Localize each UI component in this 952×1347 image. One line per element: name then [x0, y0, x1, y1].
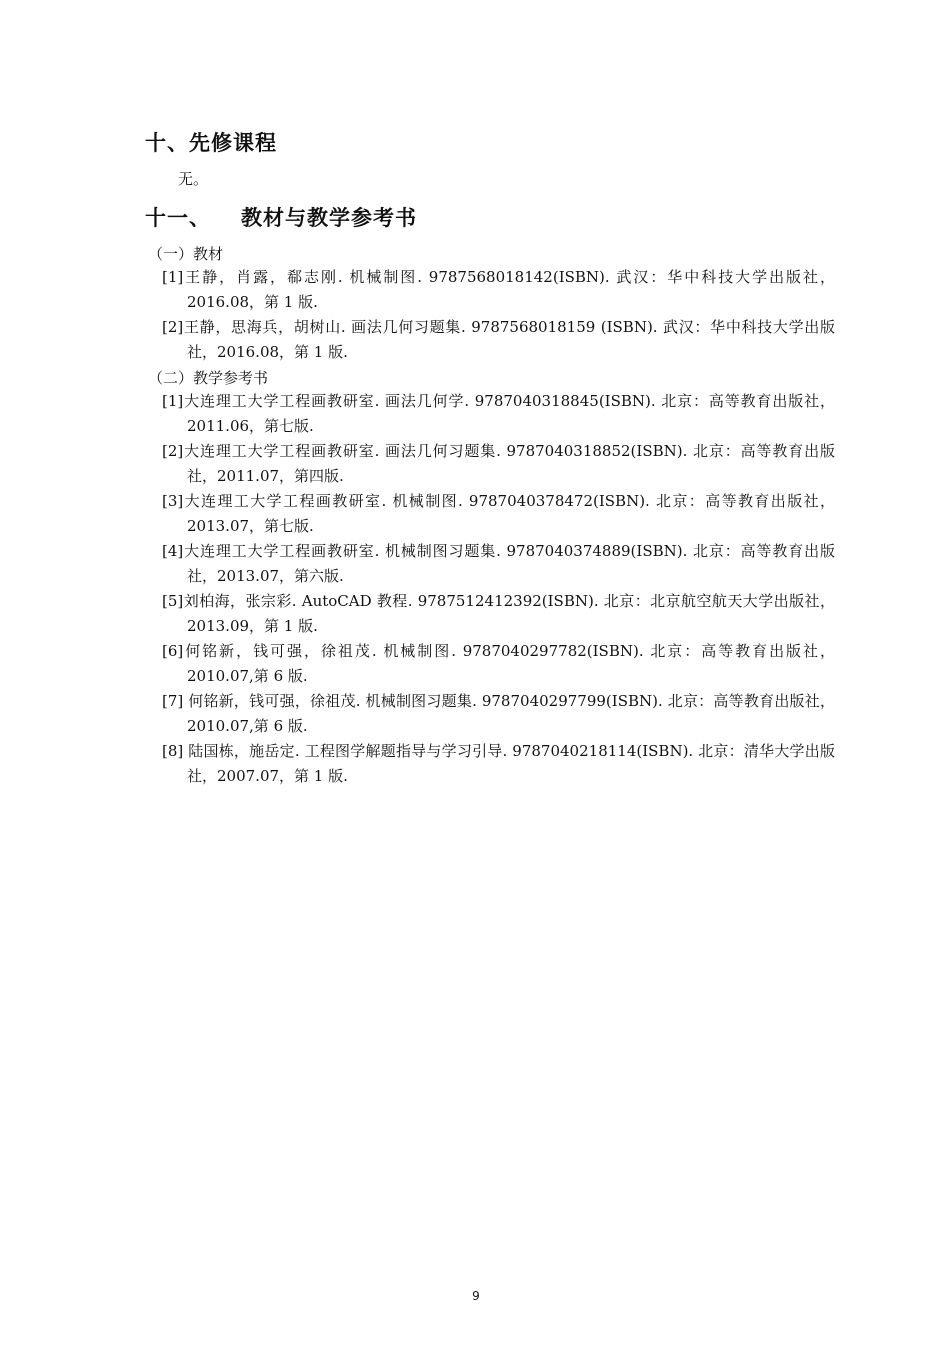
reference-item: [3]大连理工大学工程画教研室. 机械制图. 9787040378472(ISBN). 北京：高等教育出版社，2013.07，第七版. — [162, 492, 835, 535]
section-number: 十、 — [145, 131, 189, 155]
section-number: 十一、 — [145, 206, 211, 230]
subheading-reference-books: （二）教学参考书 — [148, 369, 269, 387]
section-heading-textbooks — [145, 202, 417, 232]
section-heading-prerequisites — [145, 127, 277, 157]
textbook-item: [1]王静，肖露，郗志刚. 机械制图. 9787568018142(ISBN). 武汉：华中科技大学出版社，2016.08，第 1 版. — [162, 268, 835, 311]
textbook-item: [2]王静，思海兵，胡树山. 画法几何习题集. 9787568018159 (ISBN). 武汉：华中科技大学出版社，2016.08，第 1 版. — [162, 318, 835, 361]
reference-item: [1]大连理工大学工程画教研室. 画法几何学. 9787040318845(ISBN). 北京：高等教育出版社，2011.06，第七版. — [162, 392, 835, 435]
section-title: 先修课程 — [189, 131, 277, 155]
reference-item: [5]刘柏海，张宗彩. AutoCAD 教程. 9787512412392(ISBN). 北京：北京航空航天大学出版社，2013.09，第 1 版. — [162, 592, 835, 635]
reference-item: [4]大连理工大学工程画教研室. 机械制图习题集. 9787040374889(ISBN). 北京：高等教育出版社，2013.07，第六版. — [162, 542, 835, 585]
reference-item: [8] 陆国栋，施岳定. 工程图学解题指导与学习引导. 9787040218114(ISBN). 北京：清华大学出版社，2007.07，第 1 版. — [162, 742, 835, 785]
reference-item: [6]何铭新，钱可强，徐祖茂. 机械制图. 9787040297782(ISBN). 北京：高等教育出版社，2010.07,第 6 版. — [162, 642, 835, 685]
prerequisites-content: 无。 — [178, 170, 209, 188]
reference-item: [2]大连理工大学工程画教研室. 画法几何习题集. 9787040318852(ISBN). 北京：高等教育出版社，2011.07，第四版. — [162, 442, 835, 485]
section-title: 教材与教学参考书 — [241, 206, 417, 230]
subheading-textbooks: （一）教材 — [148, 245, 224, 263]
reference-item: [7] 何铭新，钱可强，徐祖茂. 机械制图习题集. 9787040297799(ISBN). 北京：高等教育出版社，2010.07,第 6 版. — [162, 692, 835, 735]
page-number: 9 — [472, 1289, 480, 1303]
